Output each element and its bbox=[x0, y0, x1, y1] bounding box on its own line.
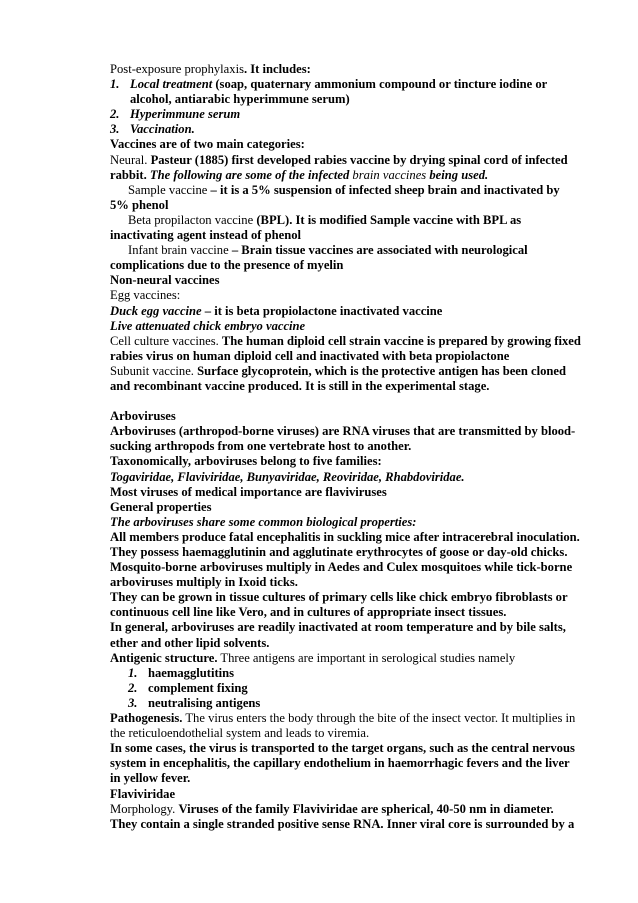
text-line bbox=[110, 198, 596, 213]
text-line bbox=[110, 651, 596, 666]
text-run: Subunit vaccine. bbox=[110, 363, 198, 378]
text-line bbox=[110, 711, 596, 726]
text-line bbox=[110, 77, 596, 92]
text-run: sucking arthropods from one vertebrate host to another. bbox=[110, 439, 412, 454]
text-run: In general, arboviruses are readily inactivated at room temperature and by bile salts, bbox=[110, 620, 566, 635]
text-line bbox=[110, 213, 596, 228]
text-line bbox=[110, 183, 596, 198]
text-line bbox=[110, 590, 596, 605]
text-run: Beta propilacton vaccine bbox=[128, 212, 257, 227]
text-line bbox=[110, 107, 596, 122]
text-run: Arboviruses bbox=[110, 409, 176, 424]
text-run: Vaccines are of two main categories: bbox=[110, 137, 305, 152]
text-line bbox=[110, 454, 596, 469]
text-line bbox=[110, 334, 596, 349]
text-run: Mosquito-borne arboviruses multiply in Aedes and Culex mosquitoes while tick-borne bbox=[110, 560, 573, 575]
text-run: All members produce fatal encephalitis in suckling mice after intracerebral inoculation. bbox=[110, 529, 580, 544]
text-line bbox=[110, 696, 596, 711]
text-line bbox=[110, 485, 596, 500]
text-line bbox=[110, 258, 596, 273]
text-run: – Brain tissue vaccines are associated with neurological bbox=[231, 243, 528, 258]
text-line bbox=[110, 349, 596, 364]
text-run: Local treatment bbox=[130, 77, 213, 92]
text-run: the reticuloendothelial system and leads to viremia. bbox=[110, 726, 370, 741]
text-line bbox=[110, 137, 596, 152]
text-run: Pasteur (1885) first developed rabies vaccine by drying spinal cord of infected bbox=[150, 152, 568, 167]
text-line bbox=[110, 228, 596, 243]
text-line bbox=[110, 530, 596, 545]
list-number: 1. bbox=[128, 665, 138, 680]
text-line bbox=[110, 575, 596, 590]
text-run: The human diploid cell strain vaccine is prepared by growing fixed bbox=[221, 333, 581, 348]
text-run: They contain a single stranded positive sense RNA. Inner viral core is surrounded by a bbox=[110, 816, 575, 831]
text-run: They possess haemagglutinin and agglutinate erythrocytes of goose or day-old chicks. bbox=[110, 545, 568, 559]
text-line bbox=[110, 379, 596, 394]
text-run: The virus enters the body through the bite of the insect vector. It multiplies in bbox=[182, 711, 576, 726]
text-run: rabbit. bbox=[110, 167, 150, 182]
text-run: Viruses of the family Flaviviridae are spherical, 40-50 nm in diameter. bbox=[178, 801, 554, 816]
text-line bbox=[110, 470, 596, 485]
text-run: system in encephalitis, the capillary endothelium in haemorrhagic fevers and the liver bbox=[110, 756, 570, 771]
text-line bbox=[110, 500, 596, 515]
text-run: Togaviridae, Flaviviridae, Bunyaviridae, Reoviridae, Rhabdoviridae. bbox=[110, 469, 465, 484]
text-run: Pathogenesis. bbox=[110, 711, 183, 726]
text-run: being used. bbox=[426, 167, 489, 182]
text-line bbox=[110, 168, 596, 183]
text-line bbox=[110, 304, 596, 319]
text-line bbox=[110, 319, 596, 334]
text-line bbox=[110, 787, 596, 802]
text-line bbox=[110, 122, 596, 137]
text-run: complications due to the presence of myelin bbox=[110, 258, 344, 273]
text-run: Most viruses of medical importance are flaviviruses bbox=[110, 484, 387, 499]
text-line bbox=[110, 153, 596, 168]
text-run: (BPL). It is modified Sample vaccine with BPL as bbox=[256, 212, 522, 227]
text-run: – it is a 5% suspension of infected sheep brain and inactivated by bbox=[210, 182, 560, 197]
text-line bbox=[110, 605, 596, 620]
list-number: 1. bbox=[110, 77, 120, 92]
text-line bbox=[110, 560, 596, 575]
text-run: Cell culture vaccines. bbox=[110, 333, 222, 348]
text-run: arboviruses multiply in Ixoid ticks. bbox=[110, 575, 298, 590]
list-number: 2. bbox=[128, 680, 138, 695]
text-run: Neural. bbox=[110, 152, 151, 167]
text-run: Antigenic structure. bbox=[110, 650, 218, 665]
text-run: Morphology. bbox=[110, 801, 179, 816]
text-line bbox=[110, 439, 596, 454]
text-line bbox=[110, 771, 596, 786]
document-page bbox=[110, 62, 596, 832]
text-run: alcohol, antiarabic hyperimmune serum) bbox=[130, 92, 350, 107]
text-run: and recombinant vaccine produced. It is still in the experimental stage. bbox=[110, 378, 490, 393]
text-line bbox=[110, 802, 596, 817]
text-run: Arboviruses (arthropod-borne viruses) are RNA viruses that are transmitted by blood- bbox=[110, 424, 576, 439]
text-run: neutralising antigens bbox=[148, 695, 261, 710]
text-line bbox=[110, 681, 596, 696]
text-line bbox=[110, 741, 596, 756]
text-run: in yellow fever. bbox=[110, 771, 191, 786]
text-line bbox=[110, 726, 596, 741]
text-run: They can be grown in tissue cultures of primary cells like chick embryo fibroblasts or bbox=[110, 590, 568, 605]
list-number: 2. bbox=[110, 107, 120, 122]
text-line bbox=[110, 62, 596, 77]
text-line bbox=[110, 666, 596, 681]
text-line bbox=[110, 243, 596, 258]
text-line bbox=[110, 424, 596, 439]
text-run: Infant brain vaccine bbox=[128, 243, 232, 258]
text-line bbox=[110, 273, 596, 288]
text-run: The arboviruses share some common biological properties: bbox=[110, 514, 417, 529]
text-line bbox=[110, 92, 596, 107]
text-run: Three antigens are important in serological studies namely bbox=[217, 650, 516, 665]
text-line bbox=[110, 545, 596, 560]
text-run: In some cases, the virus is transported to the target organs, such as the central nervous bbox=[110, 741, 575, 756]
list-number: 3. bbox=[128, 695, 138, 710]
text-run: Flaviviridae bbox=[110, 786, 176, 801]
text-run: Surface glycoprotein, which is the protective antigen has been cloned bbox=[197, 363, 567, 378]
text-line bbox=[110, 620, 596, 635]
text-run: . It includes: bbox=[243, 62, 311, 76]
text-line bbox=[110, 288, 596, 303]
text-line bbox=[110, 364, 596, 379]
text-run: Hyperimmune serum bbox=[130, 107, 241, 122]
list-number: 3. bbox=[110, 122, 120, 137]
text-line bbox=[110, 756, 596, 771]
text-run: Egg vaccines: bbox=[110, 288, 181, 303]
text-line bbox=[110, 394, 596, 409]
text-run: – it is beta propiolactone inactivated vaccine bbox=[201, 303, 443, 318]
text-run: inactivating agent instead of phenol bbox=[110, 228, 302, 243]
text-run: rabies virus on human diploid cell and inactivated with beta propiolactone bbox=[110, 348, 510, 363]
text-run: Live attenuated chick embryo vaccine bbox=[110, 318, 306, 333]
text-line bbox=[110, 817, 596, 832]
text-run: 5% phenol bbox=[110, 197, 169, 212]
text-line bbox=[110, 409, 596, 424]
text-run: continuous cell line like Vero, and in cultures of appropriate insect tissues. bbox=[110, 605, 507, 620]
text-run: ether and other lipid solvents. bbox=[110, 635, 270, 650]
text-run: Sample vaccine bbox=[128, 182, 211, 197]
text-run: Duck egg vaccine bbox=[110, 303, 202, 318]
text-line bbox=[110, 636, 596, 651]
text-line bbox=[110, 515, 596, 530]
text-run: (soap, quaternary ammonium compound or tincture iodine or bbox=[212, 77, 548, 92]
text-run: complement fixing bbox=[148, 680, 248, 695]
text-run: Non-neural vaccines bbox=[110, 273, 220, 288]
text-run: General properties bbox=[110, 499, 212, 514]
text-run: Post-exposure prophylaxis bbox=[110, 62, 244, 76]
text-run: The following are some of the infected bbox=[149, 167, 353, 182]
text-run: Taxonomically, arboviruses belong to five families: bbox=[110, 454, 382, 469]
text-run: haemagglutitins bbox=[148, 665, 235, 680]
text-run: Vaccination. bbox=[130, 122, 195, 137]
text-run: brain vaccines bbox=[352, 167, 427, 182]
